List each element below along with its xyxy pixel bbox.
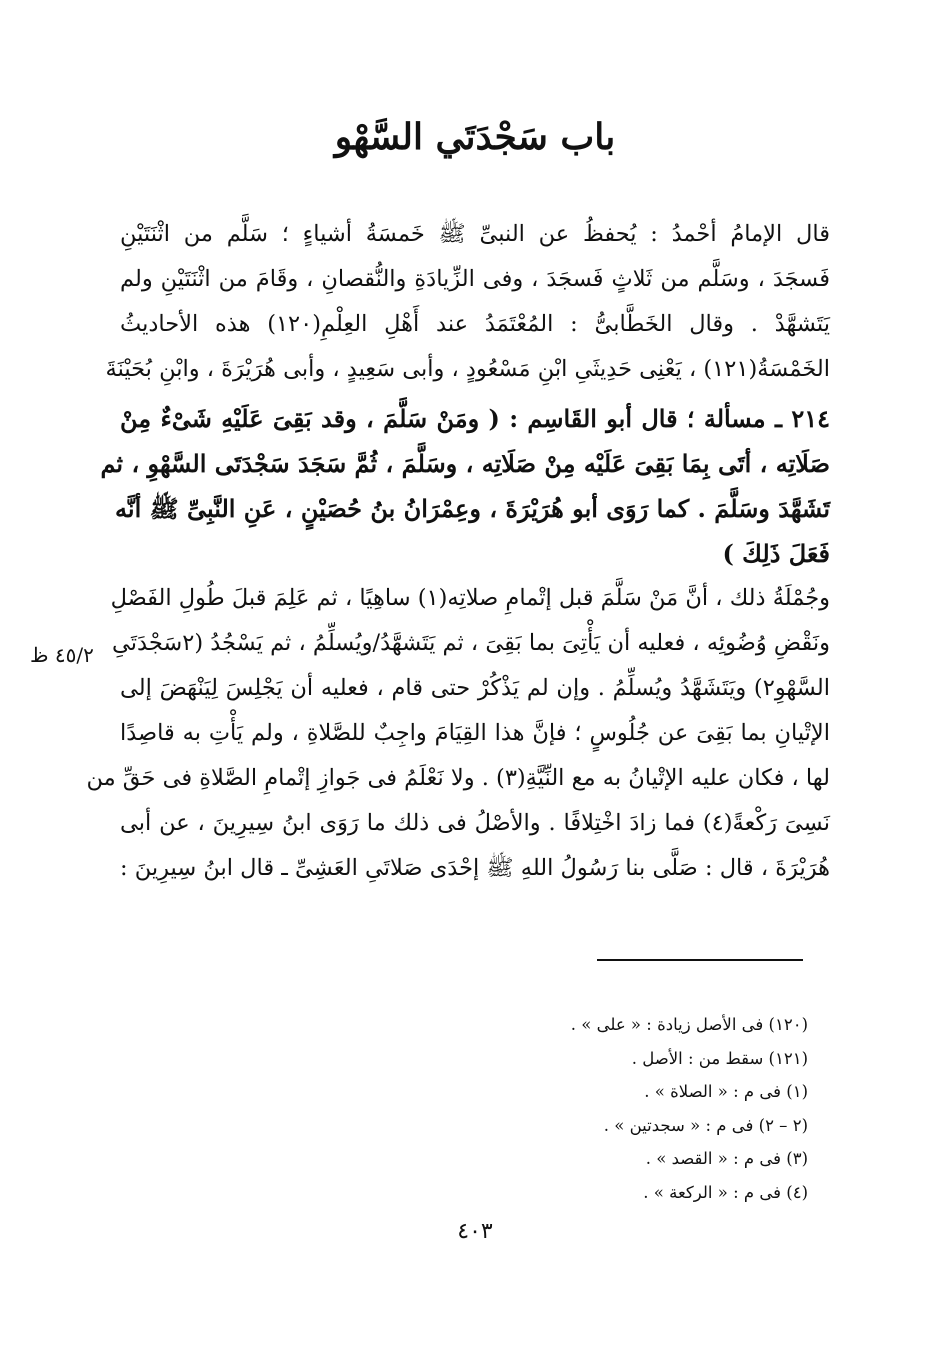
text-line: ونَقْضِ وُضُوئِه ، فعليه أن يَأْتِىَ بما بَقِىَ ، ثم يَتَشهَّدُ/ويُسلِّمُ ، ثم يَسْجُدُ (٢سَجْدَتَىِ [112, 630, 830, 656]
page-number: ٤٠٣ [457, 1219, 493, 1244]
footnote: (١٢٠) فى الأصل زيادة : « على » . [570, 1015, 808, 1034]
chapter-title: باب سَجْدَتَي السَّهْو [334, 116, 616, 158]
text-line: هُرَيْرَةَ ، قال : صَلَّى بنا رَسُولُ اللهِ ﷺ إحْدَى صَلاتَىِ العَشِىِّ ـ قال ابنُ سِيرِينَ : [120, 855, 830, 881]
text-line: السَّهْوِ٢) ويَتَشَهَّدُ ويُسلِّمُ . وإن لم يَذْكُرْ حتى قام ، فعليه أن يَجْلِسَ لِيَنْهَضَ إلى [120, 675, 830, 701]
footnote: (٣) فى م : « القصد » . [645, 1149, 808, 1168]
paragraph-masala [100, 396, 830, 576]
footnotes [480, 1008, 808, 1209]
paragraph-commentary [86, 576, 830, 891]
masala-heading-line: ٢١٤ ـ مسألة ؛ قال أبو القَاسِم : ( ومَنْ سَلَّمَ ، وقد بَقِىَ عَلَيْهِ شَىْءٌ مِنْ [120, 404, 830, 433]
text-line: الخَمْسَةُ(١٢١) ، يَعْنِى حَدِيثَىِ ابْنِ مَسْعُودٍ ، وأبى سَعِيدٍ ، وأبى هُرَيْرَةَ ، وابْنِ بُحَيْنَةَ [105, 356, 830, 382]
text-line: لها ، فكان عليه الإتْيانُ به مع النِّيَّةِ(٣) . ولا نَعْلَمُ فى جَوازِ إتْمامِ الصَّلاةِ فى حَقِّ من [86, 765, 830, 791]
paragraph-intro [105, 212, 830, 392]
footnote-divider [597, 959, 803, 961]
footnote: (١) فى م : « الصلاة » . [644, 1082, 808, 1101]
text-line: تَشَهَّدَ وسَلَّمَ . كما رَوَى أبو هُرَيْرَةَ ، وعِمْرَانُ بنُ حُصَيْنٍ ، عَنِ النَّبِىِّ ﷺ أنَّه [115, 494, 830, 523]
text-line: فَسجَدَ ، وسَلَّم من ثَلاثٍ فَسجَدَ ، وفى الزِّيادَةِ والنُّقصانِ ، وقَامَ من اثْنَتَيْنِ ولم [120, 266, 830, 292]
main-text [86, 212, 830, 891]
footnote: (٢ – ٢) فى م : « سجدتين » . [603, 1115, 808, 1135]
text-line: نَسِىَ رَكْعةً(٤) فما زادَ اخْتِلافًا . والأصْلُ فى ذلك ما رَوَى ابنُ سِيرِينَ ، عن أبى [120, 810, 830, 836]
text-line: يَتَشهَّدْ . وقال الخَطَّابىُّ : المُعْتَمَدُ عند أَهْلِ العِلْمِ(١٢٠) هذه الأحاديثُ [120, 311, 830, 337]
text-line: قال الإمامُ أحْمدُ : يُحفظُ عن النبىِّ ﷺ خَمسَةُ أشياءٍ ؛ سَلَّم من اثْنَتَيْنِ [120, 221, 830, 247]
text-line: وجُمْلَةُ ذلك ، أنَّ مَنْ سَلَّمَ قبل إتْمامِ صلاتِه(١) ساهِيًا ، ثم عَلِمَ قبلَ طُولِ الفَصْلِ [110, 585, 830, 611]
text-line: الإتْيانِ بما بَقِىَ عن جُلُوسٍ ؛ فإنَّ هذا القِيَامَ واجِبٌ للصَّلاةِ ، ولم يَأْتِ به قاصِدًا [120, 720, 830, 746]
footnote: (١٢١) سقط من : الأصل . [631, 1048, 808, 1068]
text-line: فَعَلَ ذَلِكَ ) [722, 539, 830, 568]
footnote: (٤) فى م : « الركعة » . [643, 1182, 808, 1202]
text-line: صَلَاتِه ، أتَى بِمَا بَقِىَ عَلَيْه مِنْ صَلَاتِه ، وسَلَّمَ ، ثُمَّ سَجَدَ سَجْدَتَى السَّهْوِ ، ثم [100, 449, 830, 478]
manuscript-folio-marker: ٤٥/٢ ظ [30, 643, 94, 667]
